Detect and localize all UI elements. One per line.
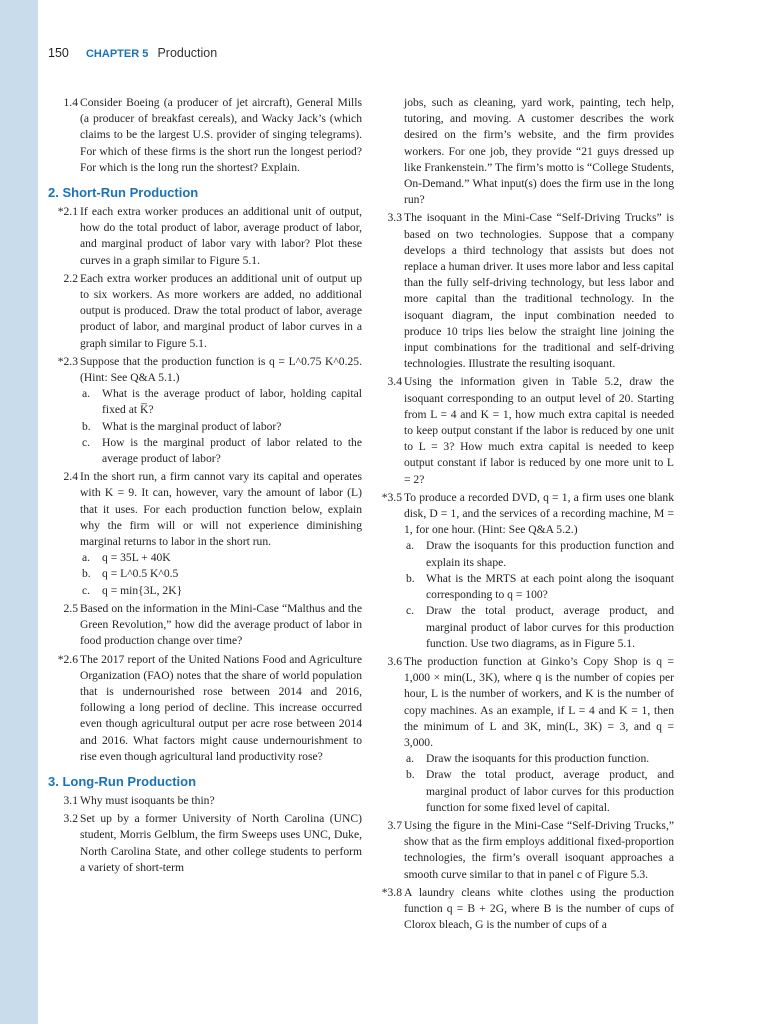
subquestion-letter: a.	[406, 539, 415, 553]
subquestion-letter: b.	[406, 571, 415, 585]
subquestion-letter: a.	[82, 551, 91, 565]
question-text: Based on the information in the Mini-Case “Malthus and the Green Revolution,” how did the average product of labor in food production change over time?	[80, 601, 362, 648]
subquestion-3-6-b	[404, 767, 674, 816]
question-text: If each extra worker produces an additional unit of output, how do the total product of labor, average product of labor, and marginal product of labor vary with labor? Plot these curves in a graph similar to Figure 5.1.	[80, 205, 362, 267]
question-text: To produce a recorded DVD, q = 1, a firm uses one blank disk, D = 1, and the services of a recording machine, M = 1, for one hour. (Hint: See Q&A 5.2.)	[404, 490, 674, 537]
question-number: 3.1	[63, 793, 78, 807]
subquestion-3-5-b	[404, 571, 674, 603]
question-text: Consider Boeing (a producer of jet aircraft), General Mills (a producer of breakfast cereals), and Wacky Jack’s (which claims to be the largest U.S. provider of singing telegrams). For which of these firms is the short run the longest period? For which is the long run the shortest? Explain.	[80, 96, 362, 174]
chapter-title: Production	[157, 46, 218, 60]
question-number: *2.1	[57, 205, 78, 219]
question-number: *3.8	[381, 885, 402, 899]
subquestion-2-3-c	[80, 435, 362, 467]
question-number: 2.5	[63, 601, 78, 615]
question-text: Using the information given in Table 5.2, draw the isoquant corresponding to an output level of 20. Starting from L = 4 and K = 1, how much extra capital is needed to keep output constant if the labor is reduced by one unit to L = 3? How much extra capital is needed to keep output constant if labor is reduced by one more unit to L = 2?	[404, 375, 674, 486]
question-number: 3.7	[387, 818, 402, 832]
question-text: The 2017 report of the United Nations Food and Agriculture Organization (FAO) notes that the share of world population that is undernourished rose between 2014 and 2016, following a long period of decline. This increase occurred even though agricultural output per acre rose between 2014 and 2016. What factors might cause undernourishment to rise even though agricultural land productivity rose?	[80, 652, 362, 763]
subquestion-text: q = min{3L, 2K}	[102, 583, 183, 597]
subquestion-text: What is the MRTS at each point along the isoquant corresponding to q = 100?	[426, 571, 674, 602]
question-3-5	[372, 490, 674, 539]
question-number: 2.4	[63, 470, 78, 484]
subquestion-2-4-a	[80, 550, 362, 566]
question-text: Set up by a former University of North Carolina (UNC) student, Morris Gelblum, the firm Sweeps uses UNC, Duke, North Carolina State, and other college students to perform a variety of short-term	[80, 812, 362, 874]
question-number: 3.2	[63, 812, 78, 826]
subquestion-text: q = 35L + 40K	[102, 551, 171, 565]
question-2-3	[48, 354, 362, 386]
question-text: In the short run, a firm cannot vary its capital and operates with K = 9. It can, however, vary the amount of labor (L) that it uses. For each production function below, explain why the firm will or will not experience diminishing marginal returns to labor in the short run.	[80, 470, 362, 549]
question-number: *3.5	[381, 490, 402, 504]
subquestion-3-5-c	[404, 603, 674, 652]
question-1-4	[48, 95, 362, 176]
section-heading-long-run: 3. Long-Run Production	[48, 773, 197, 789]
chapter-label: CHAPTER 5	[85, 48, 149, 60]
subquestion-letter: b.	[82, 419, 91, 433]
subquestion-letter: c.	[82, 435, 91, 449]
left-column	[48, 95, 362, 876]
question-text: Suppose that the production function is q = L^0.75 K^0.25. (Hint: See Q&A 5.1.)	[80, 354, 362, 385]
question-text: The production function at Ginko’s Copy Shop is q = 1,000 × min(L, 3K), where q is the number of copies per hour, L is the number of workers, and K is the number of copy machines. As an example, if L = 4 and K = 1, then the minimum of L and 3K, min(L, 3K) = 3, and q = 3,000.	[404, 654, 674, 749]
section-heading-short-run: 2. Short-Run Production	[48, 185, 199, 201]
question-text: Each extra worker produces an additional unit of output up to six workers. As more workers are added, no additional output is produced. Draw the total product of labor, average product of labor, and marginal product of labor curves in a graph similar to Figure 5.1.	[80, 271, 362, 350]
subquestion-2-3-a	[80, 386, 362, 418]
subquestion-2-4-c	[80, 583, 362, 599]
subquestion-letter: c.	[82, 583, 91, 597]
question-number: 3.6	[387, 654, 402, 668]
question-2-2	[48, 271, 362, 352]
question-3-6	[372, 654, 674, 751]
page-margin-band	[0, 0, 38, 1024]
subquestion-letter: b.	[82, 567, 91, 581]
question-3-2	[48, 811, 362, 876]
question-text: A laundry cleans white clothes using the production function q = B + 2G, where B is the number of cups of Clorox bleach, G is the number of cups of a	[404, 885, 674, 932]
subquestion-3-6-a	[404, 751, 674, 767]
subquestion-2-3-b	[80, 419, 362, 435]
question-number: 1.4	[63, 96, 78, 109]
question-3-4	[372, 374, 674, 487]
subquestion-text: What is the average product of labor, holding capital fixed at K̅?	[102, 387, 362, 417]
running-header	[48, 46, 217, 61]
question-3-3	[372, 210, 674, 372]
question-2-6	[48, 652, 362, 765]
question-text: Using the figure in the Mini-Case “Self-Driving Trucks,” show that as the firm employs additional fixed-proportion technologies, the firm’s overall isoquant approaches a smooth curve similar to that in panel c of Figure 5.3.	[404, 818, 674, 881]
question-number: 2.2	[63, 271, 78, 285]
question-text: Why must isoquants be thin?	[80, 793, 215, 807]
subquestion-text: Draw the isoquants for this production function.	[426, 752, 650, 766]
question-2-4	[48, 469, 362, 550]
question-number: *2.6	[57, 652, 78, 666]
subquestion-text: q = L^0.5 K^0.5	[102, 567, 179, 581]
page-number: 150	[48, 46, 69, 60]
subquestion-text: Draw the total product, average product, and marginal product of labor curves for this production function. Use two diagrams, as in Figure 5.1.	[426, 604, 674, 650]
question-3-2-continued	[372, 95, 674, 208]
question-text: jobs, such as cleaning, yard work, painting, tech help, tutoring, and moving. A customer describes the work desired on the firm’s website, and the firm provides workers. For one job, they provide “21 guys dressed up like Frankenstein.” The firm’s motto is “College Students, On-Demand.” What input(s) does the firm use in the long run?	[404, 96, 674, 207]
question-text: The isoquant in the Mini-Case “Self-Driving Trucks” is based on two technologies. Suppose that a company develops a third technology that assists but does not replace a human driver. It uses more labor and less capital than the fully self-driving technology, but less labor and more capital than the traditional technology. In the isoquant diagram, the input combination needed to produce 10 trips lies below the straight line joining the input combinations for the traditional and self-driving technologies. Illustrate the resulting isoquant.	[404, 211, 674, 371]
subquestion-text: What is the marginal product of labor?	[102, 419, 282, 433]
subquestion-letter: c.	[406, 604, 415, 618]
subquestion-letter: b.	[406, 768, 415, 782]
subquestion-letter: a.	[82, 387, 91, 401]
question-number: 3.3	[387, 211, 402, 225]
subquestion-letter: a.	[406, 752, 415, 766]
subquestion-2-4-b	[80, 566, 362, 582]
question-3-8	[372, 885, 674, 934]
right-column	[372, 95, 674, 933]
question-3-7	[372, 818, 674, 883]
subquestion-text: Draw the isoquants for this production function and explain its shape.	[426, 539, 674, 569]
question-3-1	[48, 793, 362, 809]
question-number: *2.3	[57, 354, 78, 368]
subquestion-3-5-a	[404, 538, 674, 570]
subquestion-text: Draw the total product, average product, and marginal product of labor curves for this production function for some fixed level of capital.	[426, 768, 674, 814]
subquestion-text: How is the marginal product of labor related to the average product of labor?	[102, 435, 362, 466]
question-2-5	[48, 601, 362, 650]
question-2-1	[48, 204, 362, 269]
question-number: 3.4	[387, 375, 402, 389]
